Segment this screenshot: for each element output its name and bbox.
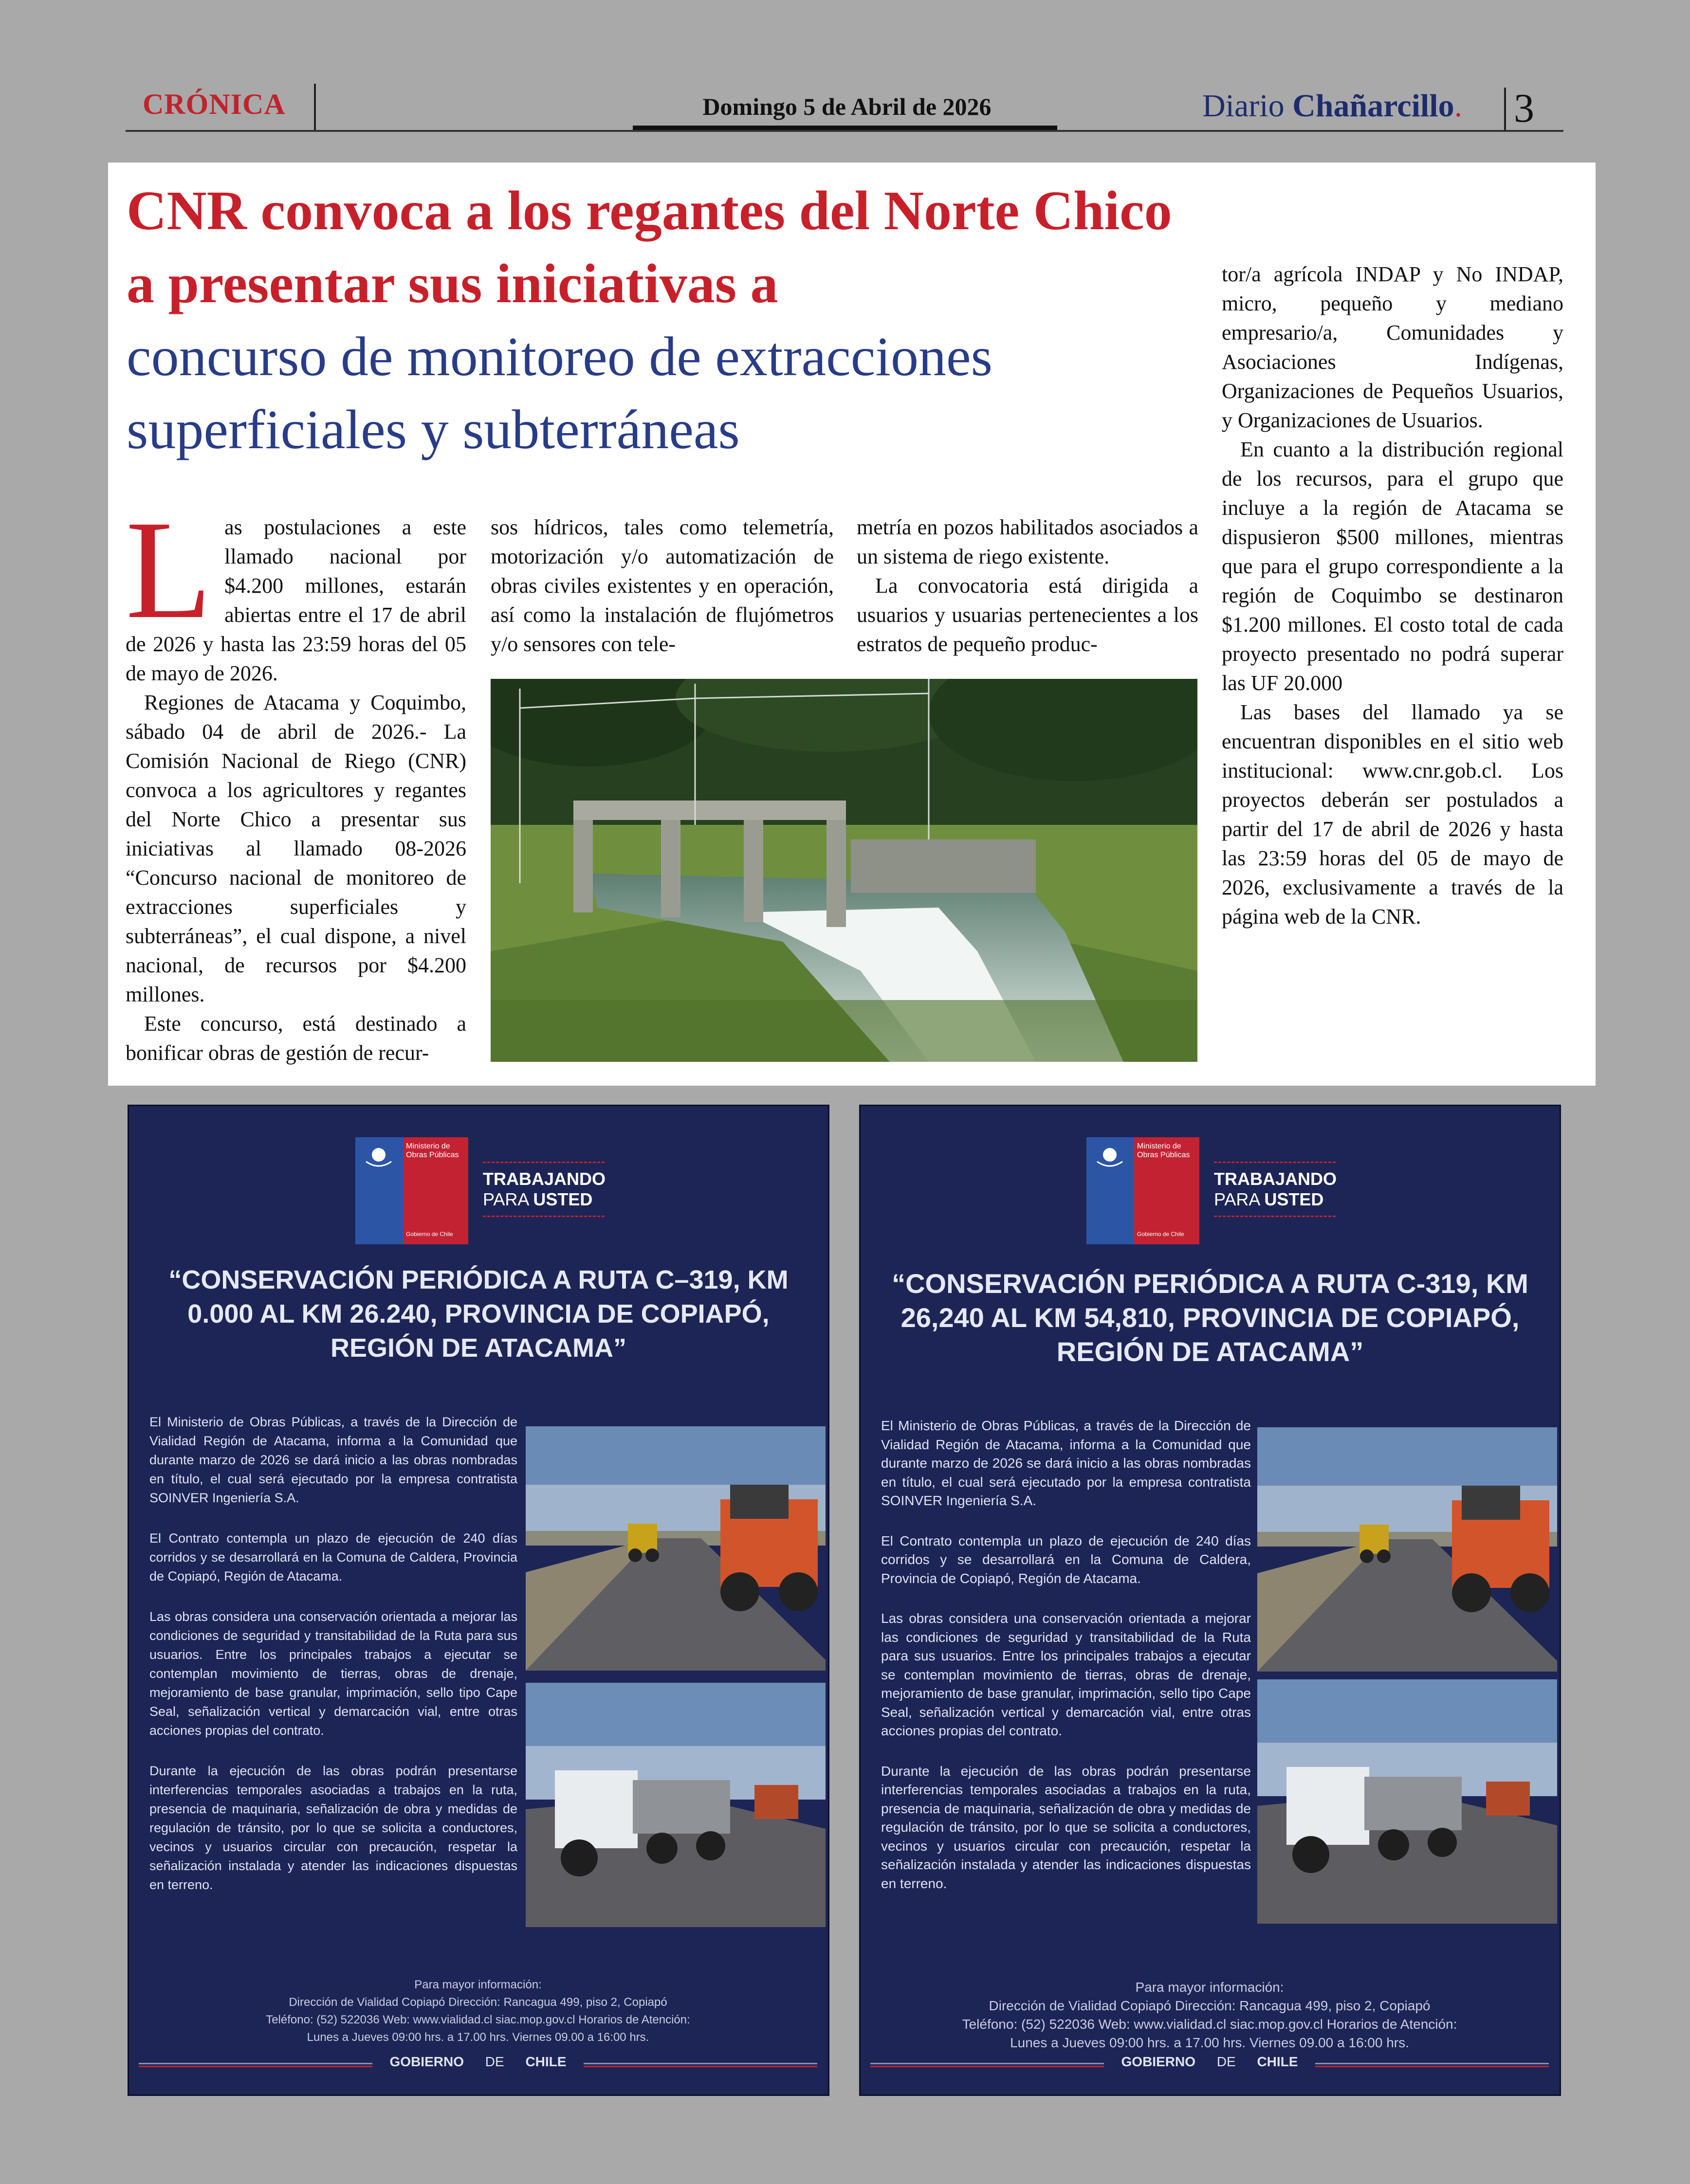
article-paragraph: La convocatoria está dirigida a usuarios y usuarias pertenecientes a los estratos de pequeño produc- bbox=[857, 574, 1198, 656]
notice-paragraph: El Ministerio de Obras Públicas, a través de la Dirección de Vialidad Región de Atacama, informa a la Comunidad que durante marzo de 2026 se dará inicio a las obras nombradas en título, el cual será ejecutado por la empresa contratista SOINVER Ingeniería S.A. bbox=[881, 1418, 1251, 1508]
slogan-line-2: PARA USTED bbox=[483, 1189, 593, 1209]
headline-red: CNR convoca a los regantes del Norte Chico a presentar sus iniciativas a bbox=[127, 180, 1172, 314]
headline-blue: concurso de monitoreo de extracciones superficiales y subterráneas bbox=[127, 326, 992, 460]
notice-body bbox=[881, 1417, 1251, 1914]
article-paragraph: sos hídricos, tales como telemetría, motorización y/o automatización de obras civiles existentes y en operación, así como la instalación de flujómetros y/o sensores con tele- bbox=[491, 515, 834, 656]
notice-body bbox=[149, 1413, 517, 1916]
page-number: 3 bbox=[1514, 86, 1534, 131]
slogan-line-1: TRABAJANDO bbox=[1214, 1169, 1337, 1189]
roadwork-photo-truck bbox=[1257, 1679, 1557, 1924]
canal-photo bbox=[491, 679, 1197, 1062]
gov-label: Gobierno de Chile bbox=[1137, 1231, 1184, 1238]
header-rule bbox=[126, 130, 1563, 132]
page-divider bbox=[1504, 88, 1506, 131]
mop-logo bbox=[1086, 1137, 1340, 1244]
newspaper-title: Chañarcillo bbox=[1292, 88, 1454, 124]
gobierno-de-chile-label: GOBIERNO DE CHILE bbox=[1104, 2054, 1316, 2069]
notice-title: “CONSERVACIÓN PERIÓDICA A RUTA C–319, KM 0.000 AL KM 26.240, PROVINCIA DE COPIAPÓ, REGIÓN DE ATACAMA” bbox=[168, 1265, 789, 1363]
slogan bbox=[483, 1162, 605, 1217]
article-headline bbox=[127, 174, 1207, 466]
contact-phone-web: Teléfono: (52) 522036 Web: www.vialidad.cl siac.mop.gov.cl Horarios de Atención: bbox=[962, 2017, 1457, 2032]
header-divider bbox=[314, 84, 316, 130]
newspaper-name bbox=[1202, 88, 1462, 125]
mop-flag bbox=[355, 1137, 468, 1244]
mop-flag bbox=[1086, 1137, 1199, 1244]
gobierno-de-chile-label: GOBIERNO DE CHILE bbox=[372, 2054, 584, 2069]
gov-label: Gobierno de Chile bbox=[406, 1231, 453, 1238]
article-column-2 bbox=[491, 513, 834, 659]
article-paragraph: metría en pozos habilitados asociados a un sistema de riego existente. bbox=[857, 515, 1198, 568]
ministry-name: Ministerio de Obras Públicas bbox=[1137, 1142, 1190, 1159]
contact-heading: Para mayor información: bbox=[414, 1978, 542, 1991]
notice-paragraph: Durante la ejecución de las obras podrán presentarse interferencias temporales asociadas a trabajos en la ruta, presencia de maquinaria, señalización de obra y medidas de regulación de tránsito, por lo que se solicita a conductores, vecinos y usuarios circular con precaución, respetar la señalización instalada y atender las indicaciones dispuestas en terreno. bbox=[881, 1763, 1251, 1891]
article-column-3 bbox=[857, 513, 1198, 659]
notice-paragraph: Las obras considera una conservación orientada a mejorar las condiciones de seguridad y transitabilidad de la Ruta para sus usuarios. Entre los principales trabajos a ejecutar se contemplan movimiento de tierras, obras de drenaje, mejoramiento de base granular, imprimación, sello tipo Cape Seal, señalización vertical y demarcación vial, entre otras acciones propias del contrato. bbox=[149, 1609, 517, 1738]
ministry-name: Ministerio de Obras Públicas bbox=[406, 1142, 459, 1159]
notice-paragraph: El Contrato contempla un plazo de ejecución de 240 días corridos y se desarrollará en la Comuna de Caldera, Provincia de Copiapó, Región de Atacama. bbox=[149, 1531, 517, 1583]
article-paragraph: as postulaciones a este llamado nacional por $4.200 millones, estarán abiertas entre el 17 de abril de 2026 y hasta las 23:59 horas del 05 de mayo de 2026. bbox=[126, 515, 466, 685]
mop-notice-1 bbox=[128, 1105, 829, 2096]
article-paragraph: En cuanto a la distribución regional de los recursos, para el grupo que incluye a la región de Atacama se dispusieron $500 millones, mientras que para el grupo correspondiente a la región de Coquimbo se destinaron $1.200 millones. El costo total de cada proyecto presentado no podrá superar las UF 20.000 bbox=[1222, 437, 1563, 695]
notice-title: “CONSERVACIÓN PERIÓDICA A RUTA C-319, KM 26,240 AL KM 54,810, PROVINCIA DE COPIAPÓ, REGIÓN DE ATACAMA” bbox=[892, 1268, 1528, 1367]
contact-hours: Lunes a Jueves 09:00 hrs. a 17.00 hrs. Viernes 09.00 a 16:00 hrs. bbox=[1010, 2035, 1409, 2050]
article-paragraph: Este concurso, está destinado a bonificar obras de gestión de recur- bbox=[126, 1012, 466, 1065]
coat-of-arms-icon bbox=[1093, 1144, 1126, 1169]
canal-photo-illustration bbox=[491, 679, 1197, 1062]
mop-notice-2 bbox=[859, 1105, 1561, 2096]
contact-heading: Para mayor información: bbox=[1135, 1980, 1284, 1995]
slogan-line-2: PARA USTED bbox=[1214, 1189, 1324, 1209]
notice-paragraph: El Contrato contempla un plazo de ejecución de 240 días corridos y se desarrollará en la Comuna de Caldera, Provincia de Copiapó, Región de Atacama. bbox=[881, 1533, 1251, 1586]
article-column-4 bbox=[1222, 260, 1563, 931]
gobierno-de-chile-bar bbox=[870, 2054, 1549, 2072]
roadwork-photo-paver bbox=[1257, 1427, 1557, 1672]
mop-logo bbox=[355, 1137, 608, 1244]
gobierno-de-chile-bar bbox=[139, 2054, 817, 2072]
drop-cap: L bbox=[126, 491, 212, 648]
notice-paragraph: Las obras considera una conservación orientada a mejorar las condiciones de seguridad y transitabilidad de la Ruta para sus usuarios. Entre los principales trabajos a ejecutar se contemplan movimiento de tierras, obras de drenaje, mejoramiento de base granular, imprimación, sello tipo Cape Seal, señalización vertical y demarcación vial, entre otras acciones propias del contrato. bbox=[881, 1611, 1251, 1738]
contact-hours: Lunes a Jueves 09:00 hrs. a 17.00 hrs. Viernes 09.00 a 16:00 hrs. bbox=[307, 2031, 649, 2044]
issue-date: Domingo 5 de Abril de 2026 bbox=[702, 93, 992, 120]
roadwork-photo-truck bbox=[526, 1683, 826, 1927]
contact-address: Dirección de Vialidad Copiapó Dirección: Rancagua 499, piso 2, Copiapó bbox=[989, 1998, 1431, 2013]
article-paragraph: Las bases del llamado ya se encuentran disponibles en el sitio web institucional: www.cnr.gob.cl. Los proyectos deberán ser postulados a partir del 17 de abril de 2026 y hasta las 23:59 horas del 05 de mayo de 2026, exclusivamente a través de la página web de la CNR. bbox=[1222, 700, 1563, 928]
article-column-1 bbox=[126, 491, 466, 1068]
contact-info bbox=[129, 1976, 827, 2046]
newspaper-prefix: Diario bbox=[1202, 88, 1293, 124]
article-paragraph: Regiones de Atacama y Coquimbo, sábado 04 de abril de 2026.- La Comisión Nacional de Riego (CNR) convoca a los agricultores y regantes del Norte Chico a presentar sus iniciativas al llamado 08-2026 “Concurso nacional de monitoreo de extracciones superficiales y subterráneas”, el cual dispone, a nivel nacional, de recursos por $4.200 millones. bbox=[126, 691, 466, 1006]
notice-paragraph: El Ministerio de Obras Públicas, a través de la Dirección de Vialidad Región de Atacama, informa a la Comunidad que durante marzo de 2026 se dará inicio a las obras nombradas en título, el cual será ejecutado por la empresa contratista SOINVER Ingeniería S.A. bbox=[149, 1415, 517, 1505]
roadwork-photo-paver bbox=[526, 1426, 826, 1671]
slogan bbox=[1214, 1162, 1336, 1217]
article-paragraph: tor/a agrícola INDAP y No INDAP, micro, pequeño y mediano empresario/a, Comunidades y Asociaciones Indígenas, Organizaciones de Pequeños Usuarios, y Organizaciones de Usuarios. bbox=[1222, 262, 1563, 432]
section-label: CRÓNICA bbox=[143, 88, 286, 120]
slogan-line-1: TRABAJANDO bbox=[483, 1169, 606, 1189]
contact-address: Dirección de Vialidad Copiapó Dirección: Rancagua 499, piso 2, Copiapó bbox=[289, 1996, 667, 2009]
contact-phone-web: Teléfono: (52) 522036 Web: www.vialidad.cl siac.mop.gov.cl Horarios de Atención: bbox=[266, 2013, 690, 2026]
coat-of-arms-icon bbox=[362, 1144, 395, 1169]
contact-info bbox=[861, 1978, 1559, 2052]
notice-paragraph: Durante la ejecución de las obras podrán presentarse interferencias temporales asociadas a trabajos en la ruta, presencia de maquinaria, señalización de obra y medidas de regulación de tránsito, por lo que se solicita a conductores, vecinos y usuarios circular con precaución, respetar la señalización instalada y atender las indicaciones dispuestas en terreno. bbox=[149, 1764, 517, 1892]
newspaper-dot: . bbox=[1454, 88, 1463, 124]
